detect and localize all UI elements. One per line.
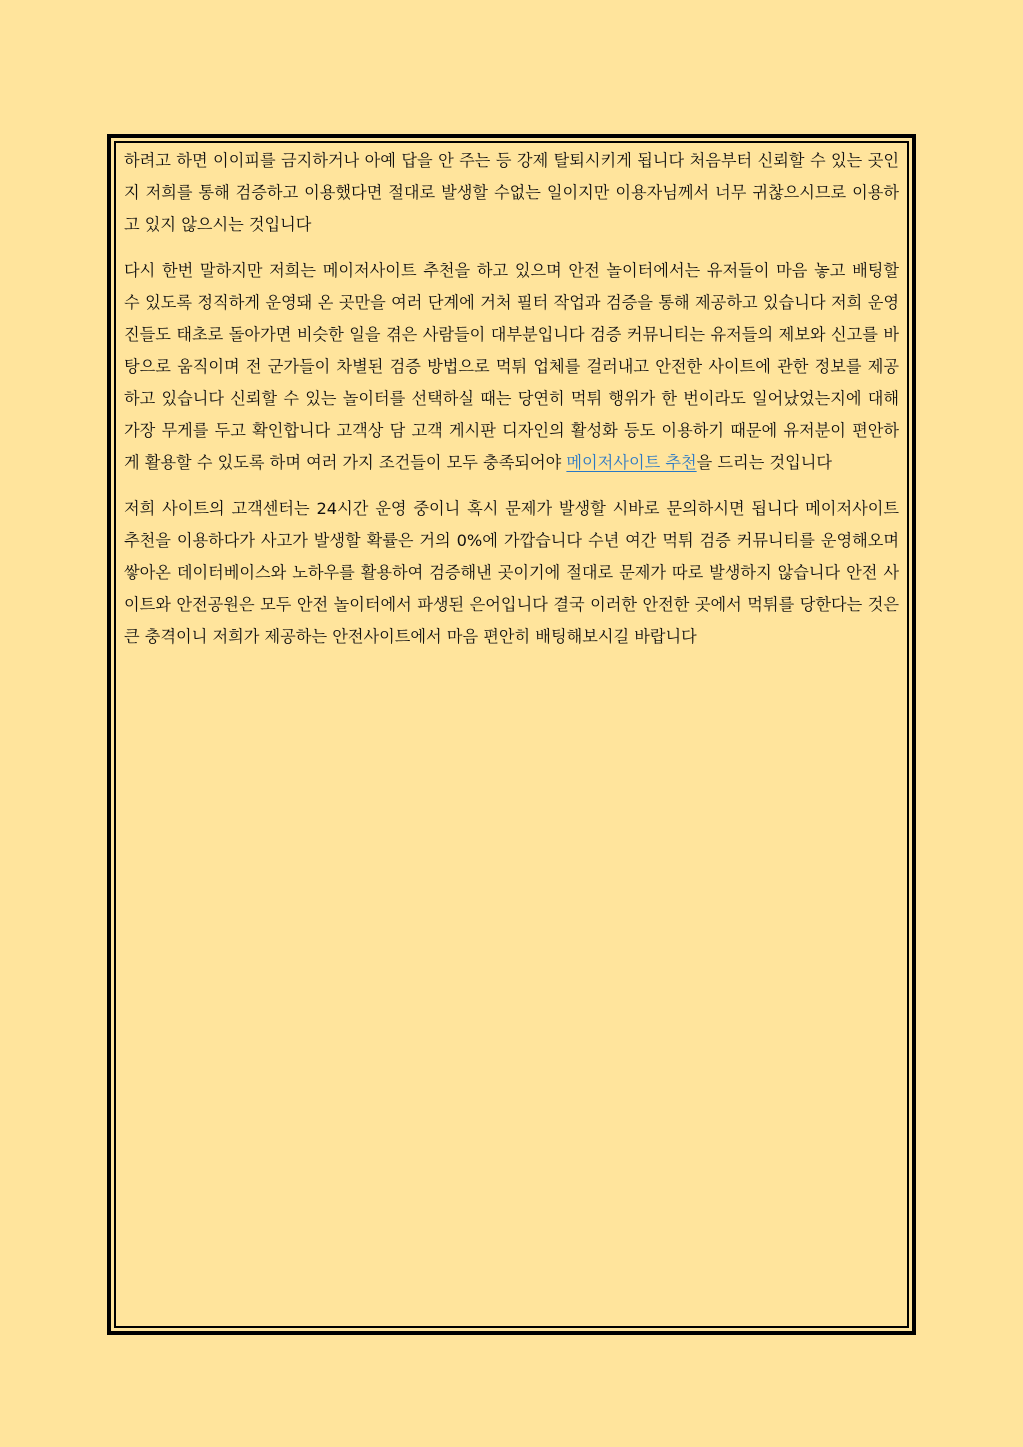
- paragraph-1: 하려고 하면 이이피를 금지하거나 아예 답을 안 주는 등 강제 탈퇴시키게 됩니다 처음부터 신뢰할 수 있는 곳인지 저희를 통해 검증하고 이용했다면 절대로 발생할 수없는 일이지만 이용자님께서 너무 귀찮으시므로 이용하고 있지 않으시는 것입니다: [124, 151, 899, 234]
- paragraph-2-text-start: 다시 한번 말하지만 저희는 메이저사이트 추천을 하고 있으며 안전 놀이터에서는 유저들이 마음 놓고 배팅할 수 있도록 정직하게 운영돼 온 곳만을 여러 단계에 거처 필터 작업과 검증을 통해 제공하고 있습니다 저희 운영진들도 태초로 돌아가면 비슷한 일을 겪은 사람들이 대부분입니다 검증 커뮤니티는 유저들의 제보와 신고를 바탕으로 움직이며 전 군가들이 차별된 검증 방법으로 먹튀 업체를 걸러내고 안전한 사이트에 관한 정보를 제공하고 있습니다 신뢰할 수 있는 놀이터를 선택하실 때는 당연히 먹튀 행위가 한 번이라도 일어났었는지에 대해 가장 무게를 두고 확인합니다 고객상 담 고객 게시판 디자인의 활성화 등도 이용하기 때문에 유저분이 편안하게 활용할 수 있도록 하며 여러 가지 조건들이 모두 충족되어야: [124, 261, 899, 472]
- major-site-recommendation-link[interactable]: 메이저사이트 추천: [566, 453, 697, 472]
- paragraph-2: [124, 255, 899, 479]
- paragraph-2-text-end: 을 드리는 것입니다: [696, 453, 833, 472]
- document-body: [124, 145, 899, 667]
- paragraph-3: 저희 사이트의 고객센터는 24시간 운영 중이니 혹시 문제가 발생할 시바로 문의하시면 됩니다 메이저사이트 추천을 이용하다가 사고가 발생할 확률은 거의 0%에 가깝습니다 수년 여간 먹튀 검증 커뮤니티를 운영해오며 쌓아온 데이터베이스와 노하우를 활용하여 검증해낸 곳이기에 절대로 문제가 따로 발생하지 않습니다 안전 사이트와 안전공원은 모두 안전 놀이터에서 파생된 은어입니다 결국 이러한 안전한 곳에서 먹튀를 당한다는 것은 큰 충격이니 저희가 제공하는 안전사이트에서 마음 편안히 배팅해보시길 바랍니다: [124, 499, 899, 646]
